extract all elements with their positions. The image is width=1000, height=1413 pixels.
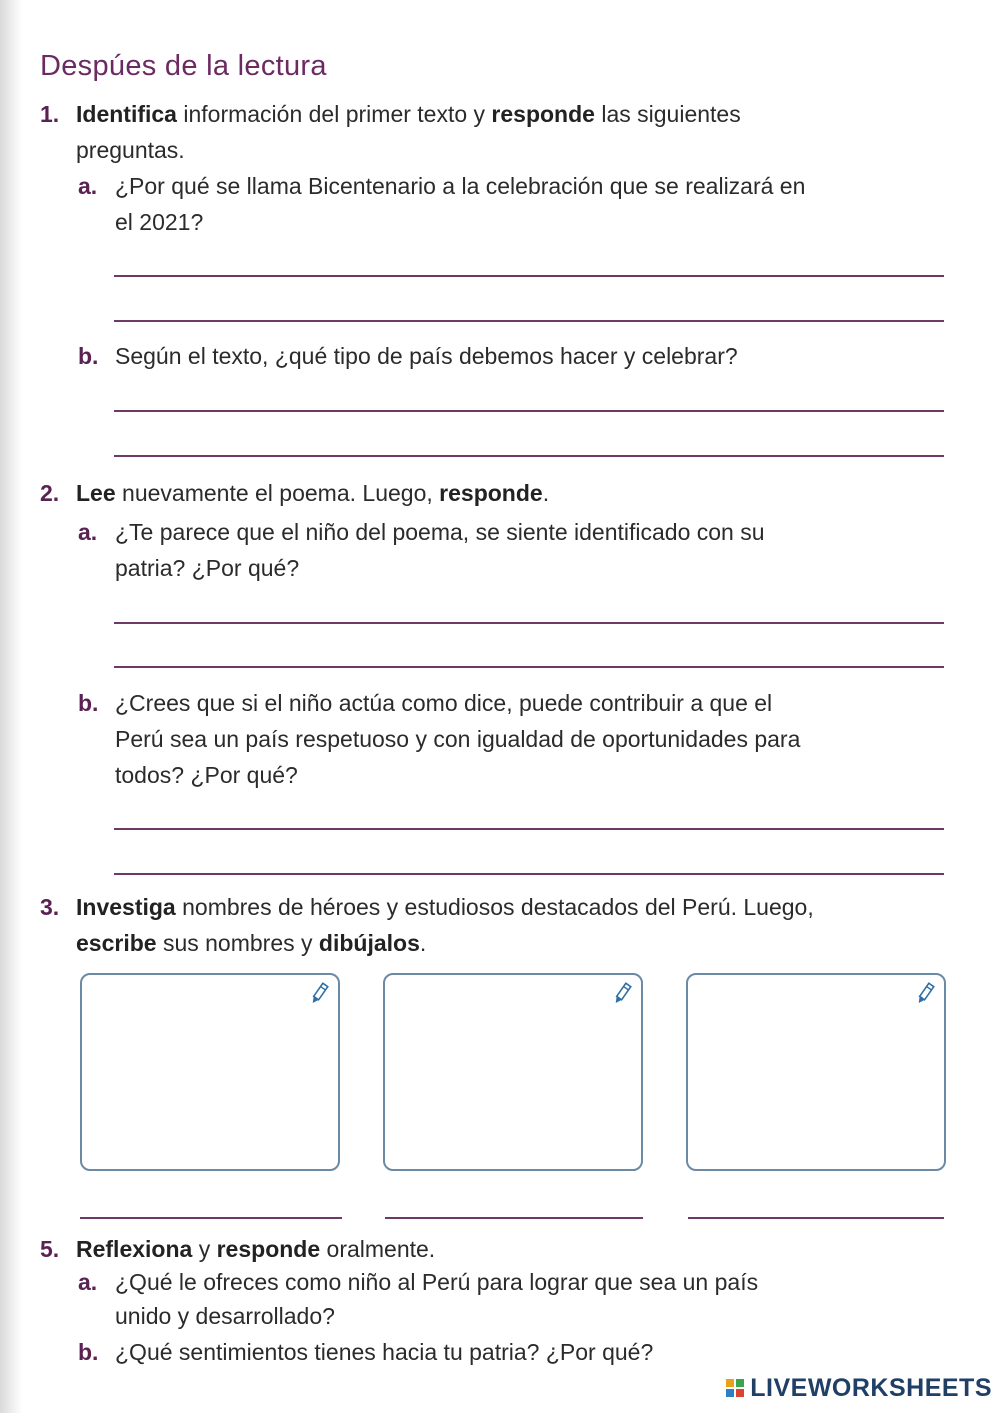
question-5 (40, 1231, 945, 1267)
name-line-1[interactable] (80, 1217, 342, 1219)
drawing-box-1[interactable] (80, 973, 340, 1171)
answer-line[interactable] (114, 410, 944, 412)
question-text: Identifica información del primer texto y responde las siguientes (76, 101, 741, 127)
question-1 (40, 96, 945, 132)
drawing-box-3[interactable] (686, 973, 946, 1171)
answer-line[interactable] (114, 828, 944, 830)
question-3 (40, 889, 945, 925)
question-2a: a. ¿Te parece que el niño del poema, se siente identificado con su (78, 514, 945, 550)
liveworksheets-logo-icon (726, 1379, 744, 1397)
answer-line[interactable] (114, 666, 944, 668)
question-number: 1. (40, 101, 60, 127)
question-1a: a. ¿Por qué se llama Bicentenario a la celebración que se realizará en (78, 168, 945, 204)
answer-line[interactable] (114, 320, 944, 322)
question-2b-continued: todos? ¿Por qué? (115, 762, 298, 788)
page-title: Despúes de la lectura (40, 50, 327, 82)
pencil-icon (611, 981, 633, 1007)
pencil-icon (308, 981, 330, 1007)
sub-letter: b. (78, 1339, 99, 1365)
name-line-2[interactable] (385, 1217, 643, 1219)
question-1b: b. Según el texto, ¿qué tipo de país debemos hacer y celebrar? (78, 338, 945, 374)
question-1a-continued: el 2021? (115, 209, 204, 235)
answer-line[interactable] (114, 622, 944, 624)
question-5b: b. ¿Qué sentimientos tienes hacia tu patria? ¿Por qué? (78, 1334, 945, 1370)
brand-name: LIVEWORKSHEETS (750, 1373, 992, 1402)
question-text: Lee nuevamente el poema. Luego, responde. (76, 480, 550, 506)
answer-line[interactable] (114, 873, 944, 875)
question-text: Investiga nombres de héroes y estudiosos destacados del Perú. Luego, (76, 894, 814, 920)
sub-letter: b. (78, 690, 99, 716)
question-2 (40, 475, 945, 511)
pencil-icon (914, 981, 936, 1007)
answer-line[interactable] (114, 455, 944, 457)
question-2b-continued: Perú sea un país respetuoso y con igualdad de oportunidades para (115, 726, 801, 752)
answer-line[interactable] (114, 275, 944, 277)
question-number: 3. (40, 894, 60, 920)
name-line-3[interactable] (688, 1217, 944, 1219)
sub-letter: a. (78, 1269, 98, 1295)
sub-letter: a. (78, 173, 98, 199)
question-5a-continued: unido y desarrollado? (115, 1303, 335, 1329)
liveworksheets-footer (726, 1373, 992, 1403)
question-number: 5. (40, 1236, 60, 1262)
question-5a: a. ¿Qué le ofreces como niño al Perú para lograr que sea un país (78, 1264, 945, 1300)
question-number: 2. (40, 480, 60, 506)
question-2a-continued: patria? ¿Por qué? (115, 555, 300, 581)
question-1-continued: preguntas. (76, 137, 185, 163)
question-2b: b. ¿Crees que si el niño actúa como dice, puede contribuir a que el (78, 685, 945, 721)
sub-letter: a. (78, 519, 98, 545)
drawing-box-2[interactable] (383, 973, 643, 1171)
sub-letter: b. (78, 343, 99, 369)
question-3-continued: escribe sus nombres y dibújalos. (76, 930, 427, 956)
question-text: Reflexiona y responde oralmente. (76, 1236, 436, 1262)
